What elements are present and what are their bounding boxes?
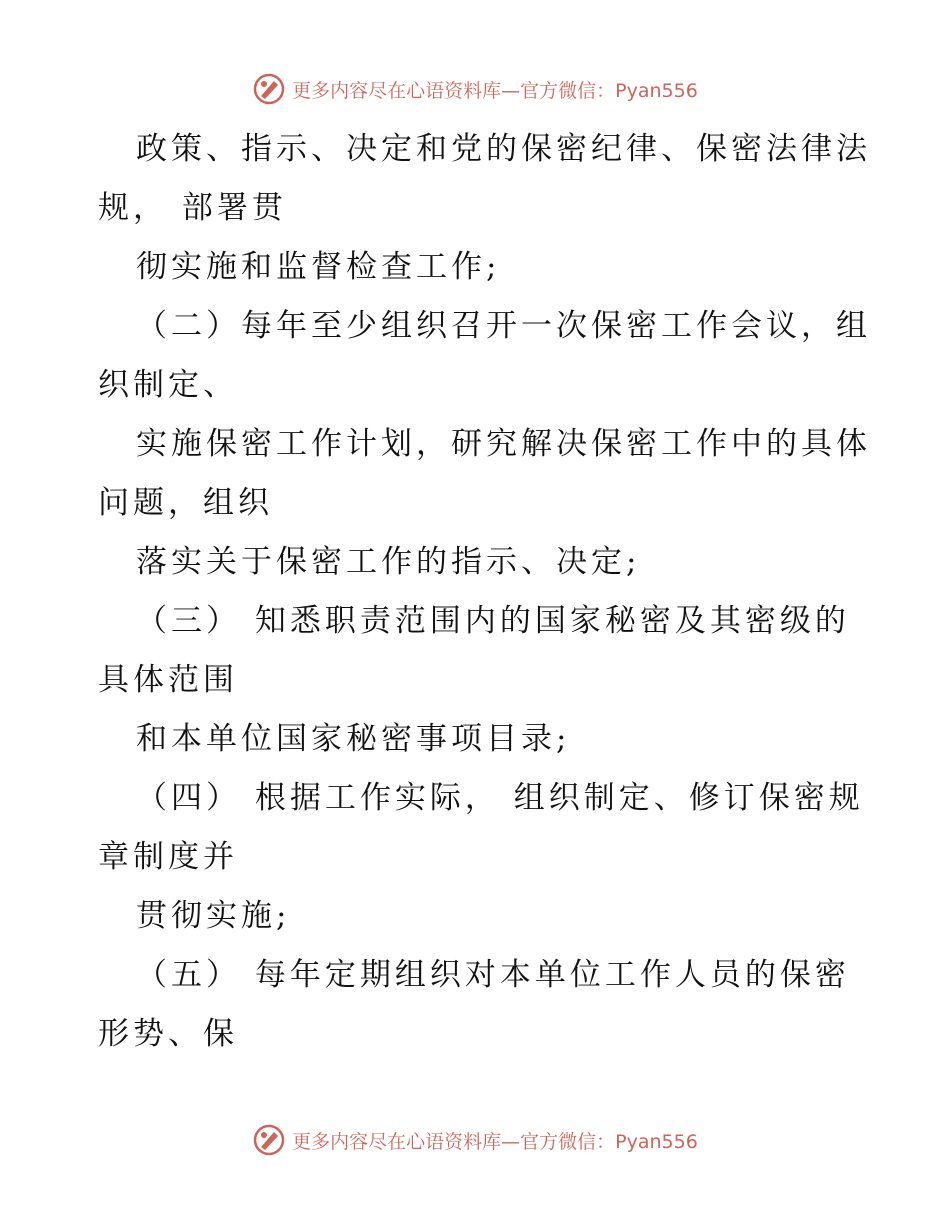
watermark-text: 更多内容尽在心语资料库—官方微信：Pyan556	[292, 1130, 698, 1153]
paragraph-line: 形势、保	[98, 1016, 238, 1052]
paragraph-line: 贯彻实施;	[136, 898, 291, 934]
paragraph-line: 规， 部署贯	[98, 190, 287, 226]
paragraph-line: （三） 知悉职责范围内的国家秘密及其密级的	[136, 603, 850, 639]
logo-icon	[252, 1123, 286, 1157]
paragraph-line: 具体范围	[98, 662, 238, 698]
paragraph-line: 和本单位国家秘密事项目录;	[136, 721, 571, 757]
watermark-header	[0, 72, 950, 106]
paragraph-line: 政策、指示、决定和党的保密纪律、保密法律法	[136, 131, 871, 167]
paragraph-line: （二）每年至少组织召开一次保密工作会议，组	[136, 308, 871, 344]
paragraph-line: 问题，组织	[98, 485, 273, 521]
paragraph-line: 实施保密工作计划，研究解决保密工作中的具体	[136, 426, 871, 462]
paragraph-line: （五） 每年定期组织对本单位工作人员的保密	[136, 957, 850, 993]
paragraph-line: （四） 根据工作实际， 组织制定、修订保密规	[136, 780, 864, 816]
watermark-text: 更多内容尽在心语资料库—官方微信：Pyan556	[292, 79, 698, 102]
paragraph-line: 织制定、	[98, 367, 238, 403]
document-body	[98, 120, 871, 1064]
paragraph-line: 落实关于保密工作的指示、决定;	[136, 544, 641, 580]
watermark-footer	[0, 1123, 950, 1157]
paragraph-line: 章制度并	[98, 839, 238, 875]
logo-icon	[252, 72, 286, 106]
paragraph-line: 彻实施和监督检查工作;	[136, 249, 501, 285]
